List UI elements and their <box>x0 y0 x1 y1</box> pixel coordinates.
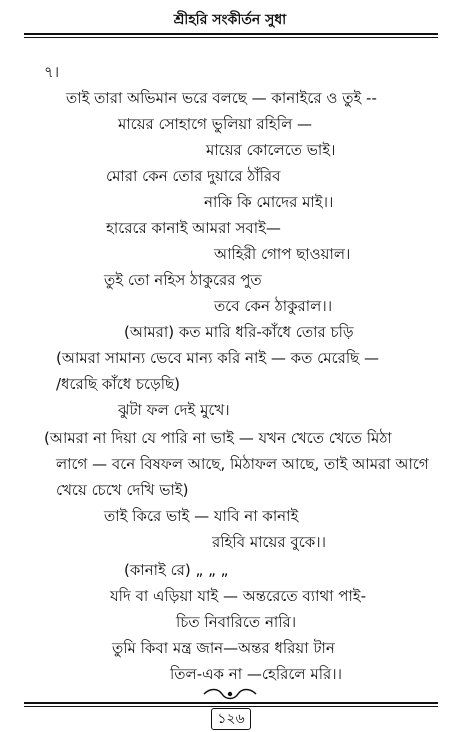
text-line: তুই তো নহিস ঠাকুরের পুত <box>104 271 262 289</box>
text-line: /ধরেছি কাঁধে চড়েছি) <box>56 375 180 393</box>
text-line: লাগে — বনে বিষফল আছে, মিঠাফল আছে, তাই আমরা আগে <box>56 455 429 473</box>
text-line: যদি বা এড়িয়া যাই — অন্তরেতে ব্যাথা পাই- <box>110 587 367 605</box>
text-line: হারেরে কানাই আমরা সবাই— <box>106 219 281 237</box>
running-header-title: শ্রীহরি সংকীর্তন সুধা <box>173 12 287 28</box>
text-line: (আমরা) কত মারি ধরি-কাঁধে তোর চড়ি <box>124 323 354 341</box>
text-line: (আমরা না দিয়া যে পারি না ভাই — যখন খেতে খেতে মিঠা <box>44 429 392 447</box>
text-line: খেয়ে চেখে দেখি ভাই) <box>56 481 189 499</box>
footer-rule-thin <box>24 706 438 707</box>
header-rule <box>24 33 438 35</box>
header-rule-thin <box>24 37 438 38</box>
text-line: মায়ের সোহাগে ভুলিয়া রহিলি — <box>118 115 313 133</box>
scroll-ornament-icon <box>200 687 260 701</box>
text-line: চিত নিবারিতে নারি। <box>176 613 297 631</box>
text-line: মোরা কেন তোর দুয়ারে ঠাঁরিব <box>106 167 281 185</box>
text-line: (কানাই রে) „ „ „ <box>124 561 229 579</box>
text-line: তুমি কিবা মন্ত্র জান—অন্তর ধরিয়া টান <box>112 639 335 657</box>
text-line: নাকি কি মোদের মাই।। <box>204 193 334 211</box>
footer-rule <box>24 702 438 704</box>
text-line: তাই তারা অভিমান ভরে বলছে — কানাইরে ও তুই -- <box>66 89 377 107</box>
text-line: তিল-এক না —হেরিলে মরি।। <box>170 665 342 683</box>
text-line: রহিবি মায়ের বুকে।। <box>212 533 326 551</box>
text-line: মায়ের কোলেতে ভাই। <box>206 141 336 159</box>
text-line: তবে কেন ঠাকুরাল।। <box>214 297 333 315</box>
text-line: তাই কিরে ভাই — যাবি না কানাই <box>104 507 299 525</box>
text-line: আহিরী গোপ ছাওয়াল। <box>214 245 351 263</box>
page-number: ১২৬ <box>211 708 251 730</box>
text-line: ঝুটা ফল দেই মুখে। <box>118 401 230 419</box>
verse-number: ৭। <box>44 63 60 81</box>
text-line: (আমরা সামান্য ভেবে মান্য করি নাই — কত মেরেছি — <box>56 349 380 367</box>
